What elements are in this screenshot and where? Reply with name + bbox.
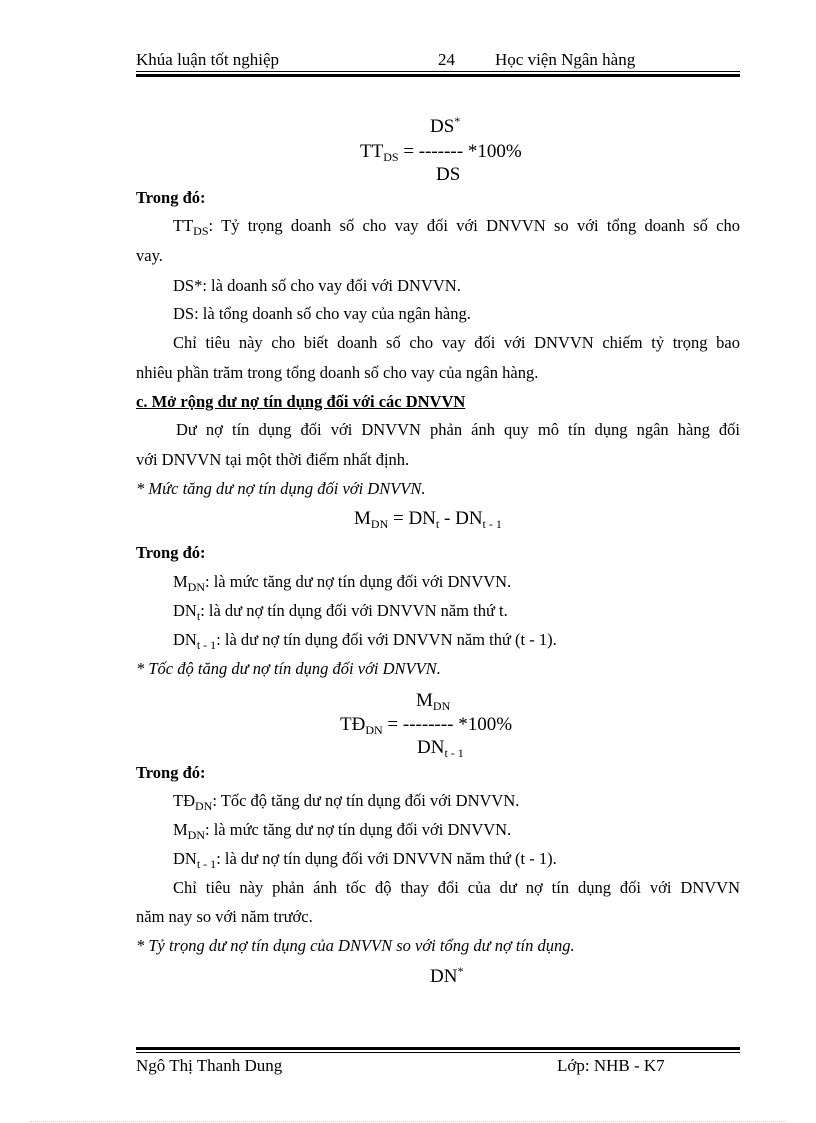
tt-definition-line2: vay. <box>136 246 163 265</box>
header-rule-thin <box>136 71 740 72</box>
formula4-numerator: DN* <box>430 964 464 987</box>
header-left: Khúa luận tốt nghiệp <box>136 50 280 69</box>
m-definition-2: $M_{DN}$: là mức tăng dư nợ tín dụng đối với DNVVN. <box>173 820 512 842</box>
footer-left: Ngô Thị Thanh Dung <box>136 1056 283 1075</box>
section-c-para-line2: với DNVVN tại một thời điểm nhất định. <box>136 450 410 469</box>
note1-line1: Chỉ tiêu này cho biết doanh số cho vay đối với DNVVN chiếm tỷ trọng bao <box>173 333 740 352</box>
header-page-number: 24 <box>438 50 455 69</box>
formula1-numerator: DS* <box>430 114 461 137</box>
header-rule-thick <box>136 74 740 77</box>
dnt1-definition: $DN_{t - 1}$: là dư nợ tín dụng đối với DNVVN năm thứ (t - 1). <box>173 630 557 652</box>
note2-line2: năm nay so với năm trước. <box>136 907 313 926</box>
formula3-numerator: $M_{DN}$ <box>416 690 451 713</box>
section-c-para-line1: Dư nợ tín dụng đối với DNVVN phản ánh quy mô tín dụng ngân hàng đối <box>176 420 740 439</box>
trong-do-1: Trong đó: <box>136 188 206 207</box>
td-definition: $TĐ_{DN}$: Tốc độ tăng dư nợ tín dụng đối với DNVVN. <box>173 791 520 813</box>
note2-line1: Chỉ tiêu này phản ánh tốc độ thay đổi của dư nợ tín dụng đối với DNVVN <box>173 878 740 897</box>
footer-right: Lớp: NHB - K7 <box>557 1056 665 1075</box>
formula1-main: $TT_{DS}$ = ------- *100% <box>360 141 522 164</box>
formula1-denominator: DS <box>436 164 461 185</box>
item-muc-tang: * Mức tăng dư nợ tín dụng đối với DNVVN. <box>136 479 426 498</box>
ds-star-definition: DS*: là doanh số cho vay đối với DNVVN. <box>173 276 461 295</box>
m-definition: $M_{DN}$: là mức tăng dư nợ tín dụng đối với DNVVN. <box>173 572 512 594</box>
trong-do-2: Trong đó: <box>136 543 206 562</box>
dnt-definition: $DN_t$: là dư nợ tín dụng đối với DNVVN năm thứ t. <box>173 601 508 623</box>
dnt1-definition-2: $DN_{t - 1}$: là dư nợ tín dụng đối với DNVVN năm thứ (t - 1). <box>173 849 557 871</box>
note1-line2: nhiêu phần trăm trong tổng doanh số cho vay của ngân hàng. <box>136 363 539 382</box>
footer-rule-thick <box>136 1047 740 1050</box>
tt-definition-line1: $TT_{DS}$: Tỷ trọng doanh số cho vay đối với DNVVN so với tổng doanh số cho <box>173 216 740 238</box>
formula3-denominator: $DN_{t - 1}$ <box>417 737 464 760</box>
section-c-heading: c. Mở rộng dư nợ tín dụng đối với các DNVVN <box>136 392 466 411</box>
footer-rule-thin <box>136 1052 740 1053</box>
header-right: Học viện Ngân hàng <box>495 50 636 69</box>
ds-definition: DS: là tổng doanh số cho vay của ngân hàng. <box>173 304 471 323</box>
page-edge-dots <box>30 1121 786 1122</box>
item-toc-do: * Tốc độ tăng dư nợ tín dụng đối với DNVVN. <box>136 659 441 678</box>
trong-do-3: Trong đó: <box>136 763 206 782</box>
formula2: $M_{DN} = DN_t - DN_{t - 1}$ <box>354 508 502 531</box>
item-ty-trong: * Tỷ trọng dư nợ tín dụng của DNVVN so với tổng dư nợ tín dụng. <box>136 936 575 955</box>
formula3-main: $TĐ_{DN}$ = -------- *100% <box>340 714 513 737</box>
